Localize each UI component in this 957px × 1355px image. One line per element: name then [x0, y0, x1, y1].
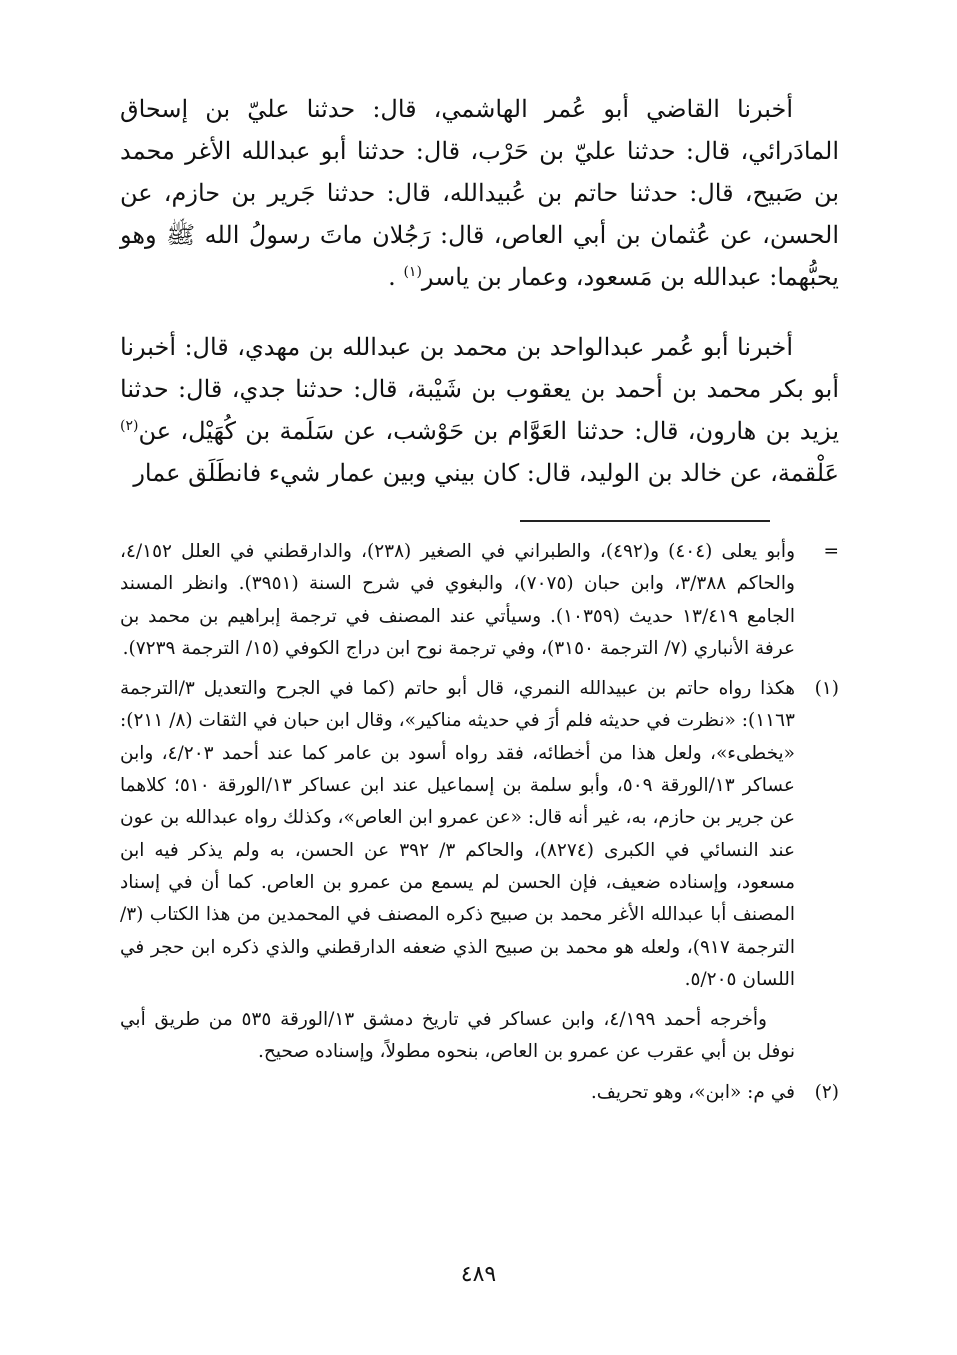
footnote-continuation [120, 536, 839, 665]
paragraph-1-text: أخبرنا القاضي أبو عُمر الهاشمي، قال: حدثنا عليّ بن إسحاق المادَرائي، قال: حدثنا عليّ بن حَرْب، قال: حدثنا أبو عبدالله الأغر محمد بن صَبيح، قال: حدثنا حاتم بن عُبيدالله، قال: حدثنا جَرير بن حازم، عن الحسن، عن عُثمان بن أبي العاص، قال: رَجُلان ماتَ رسولُ الله ﷺ وهو يحبُّهما: عبدالله بن مَسعود، وعمار بن ياسر [120, 95, 839, 291]
main-text [120, 88, 839, 494]
footnotes [120, 536, 839, 1117]
footnote-1 [120, 673, 839, 996]
paragraph-2-text-a: أخبرنا أبو عُمر عبدالواحد بن محمد بن عبدالله بن مهدي، قال: أخبرنا أبو بكر محمد بن أحمد بن يعقوب بن شَيْبة، قال: حدثنا جدي، قال: حدثنا يزيد بن هارون، قال: حدثنا العَوَّام بن حَوْشب، عن سَلَمة بن كُهَيْل، عن [120, 333, 839, 445]
paragraph-1-end: . [388, 263, 404, 291]
paragraph-2-text-b: عَلْقمة، عن خالد بن الوليد، قال: كان بيني وبين عمار شيء فانطَلَق عمار [133, 459, 839, 487]
footnote-divider [520, 520, 770, 522]
footnote-1-text: هكذا رواه حاتم بن عبيدالله النمري، قال أبو حاتم (كما في الجرح والتعديل ٣/الترجمة ١١٦٣): «نظرت في حديثه فلم أرَ في حديثه مناكير»، وقال ابن حبان في الثقات (٨/ ٢١١): «يخطىء»، ولعل هذا من أخطائه، فقد رواه أسود بن عامر كما عند أحمد ٤/٢٠٣، وابن عساكر ١٣/الورقة ٥٠٩، وأبو سلمة بن إسماعيل عند ابن عساكر ١٣/الورقة ٥١٠؛ كلاهما عن جرير بن حازم، به، غير أنه قال: «عن عمرو ابن العاص»، وكذلك رواه عبدالله بن عون عند النسائي في الكبرى (٨٢٧٤)، والحاكم ٣/ ٣٩٢ عن الحسن، به ولم يذكر فيه ابن مسعود، وإسناده ضعيف، فإن الحسن لم يسمع من عمرو بن العاص. كما أن في إسناد المصنف أبا عبدالله الأغر محمد بن صبيح ذكره المصنف في المحمدين من هذا الكتاب (٣/ الترجمة ٩١٧)، ولعله هو محمد بن صبيح الذي ضعفه الدارقطني والذي ذكره ابن حجر في اللسان ٥/٢٠٥. [120, 678, 796, 990]
paragraph-1 [120, 88, 839, 298]
footnote-1-continued-text: وأخرجه أحمد ٤/١٩٩، وابن عساكر في تاريخ دمشق ١٣/الورقة ٥٣٥ من طريق أبي نوفل بن أبي عقرب عن عمرو بن العاص، بنحوه مطولاً، وإسناده صحيح. [120, 1009, 795, 1063]
footnote-ref-1: (١) [403, 264, 422, 280]
paragraph-2 [120, 326, 839, 494]
footnote-2-marker: (٢) [814, 1081, 839, 1103]
footnote-ref-2: (٢) [120, 418, 139, 434]
footnote-2 [120, 1077, 839, 1109]
footnote-1-marker: (١) [814, 678, 839, 700]
continuation-marker: = [823, 541, 839, 562]
continuation-text: وأبو يعلى (٤٠٤) و(٤٩٢)، والطبراني في الصغير (٢٣٨)، والدارقطني في العلل ٤/١٥٢، والحاكم ٣/٣٨٨، وابن حبان (٧٠٧٥)، والبغوي في شرح السنة (٣٩٥١). وانظر المسند الجامع ١٣/٤١٩ حديث (١٠٣٥٩). وسيأتي عند المصنف في ترجمة إبراهيم بن محمد بن عرفة الأنباري (٧/ الترجمة ٣١٥٠)، وفي ترجمة نوح ابن دراج الكوفي (١٥/ الترجمة ٧٢٣٩). [120, 541, 796, 659]
page-number: ٤٨٩ [460, 1262, 497, 1287]
footnote-1-continued [120, 1004, 839, 1069]
footnote-2-text: في م: «ابن»، وهو تحريف. [590, 1081, 795, 1103]
